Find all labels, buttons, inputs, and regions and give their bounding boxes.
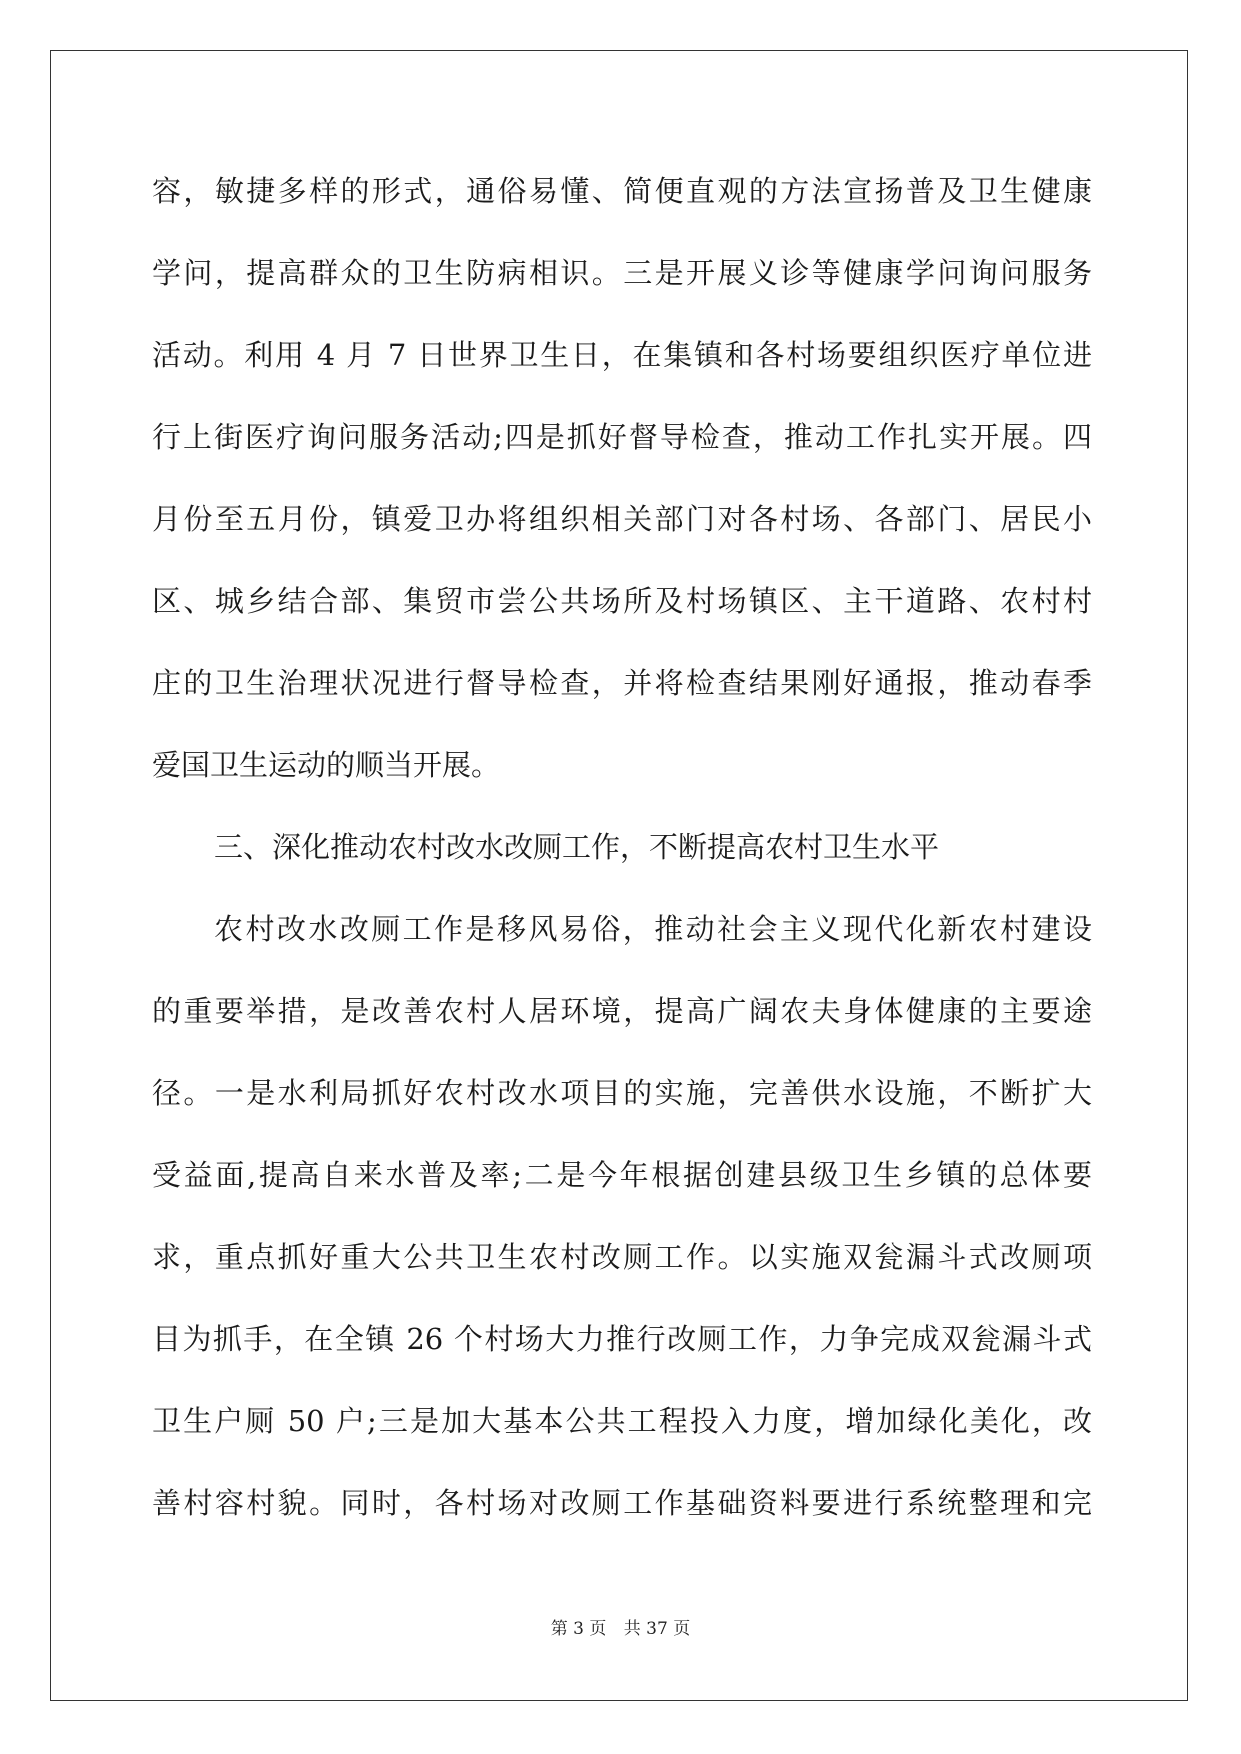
text-line: 农村改水改厕工作是移风易俗，推动社会主义现代化新农村建设: [214, 912, 1092, 946]
document-body: [152, 163, 1092, 1557]
text-line: 目为抓手，在全镇 26 个村场大力推行改厕工作，力争完成双瓮漏斗式: [152, 1322, 1092, 1356]
text-line: 区、城乡结合部、集贸市尝公共场所及村场镇区、主干道路、农村村: [152, 584, 1092, 618]
text-line: 活动。利用 4 月 7 日世界卫生日，在集镇和各村场要组织医疗单位进: [152, 338, 1092, 372]
text-line: 卫生户厕 50 户;三是加大基本公共工程投入力度，增加绿化美化，改: [152, 1404, 1092, 1438]
page-number: 第 3 页: [550, 1619, 607, 1639]
text-line: 的重要举措，是改善农村人居环境，提高广阔农夫身体健康的主要途: [152, 994, 1092, 1028]
page-footer: [0, 1614, 1241, 1639]
text-line: 善村容村貌。同时，各村场对改厕工作基础资料要进行系统整理和完: [152, 1486, 1092, 1520]
section-heading: 三、深化推动农村改水改厕工作，不断提高农村卫生水平: [214, 830, 940, 864]
page-total: 共 37 页: [623, 1619, 691, 1639]
text-line: 径。一是水利局抓好农村改水项目的实施，完善供水设施，不断扩大: [152, 1076, 1092, 1110]
text-line: 学问，提高群众的卫生防病相识。三是开展义诊等健康学问询问服务: [152, 256, 1092, 290]
text-line: 月份至五月份，镇爱卫办将组织相关部门对各村场、各部门、居民小: [152, 502, 1092, 536]
text-line: 庄的卫生治理状况进行督导检查，并将检查结果刚好通报，推动春季: [152, 666, 1092, 700]
text-line: 容，敏捷多样的形式，通俗易懂、简便直观的方法宣扬普及卫生健康: [152, 174, 1092, 208]
text-line: 行上街医疗询问服务活动;四是抓好督导检查，推动工作扎实开展。四: [152, 420, 1092, 454]
text-line: 受益面,提高自来水普及率;二是今年根据创建县级卫生乡镇的总体要: [152, 1158, 1092, 1192]
text-line: 爱国卫生运动的顺当开展。: [152, 748, 501, 782]
text-line: 求，重点抓好重大公共卫生农村改厕工作。以实施双瓮漏斗式改厕项: [152, 1240, 1092, 1274]
